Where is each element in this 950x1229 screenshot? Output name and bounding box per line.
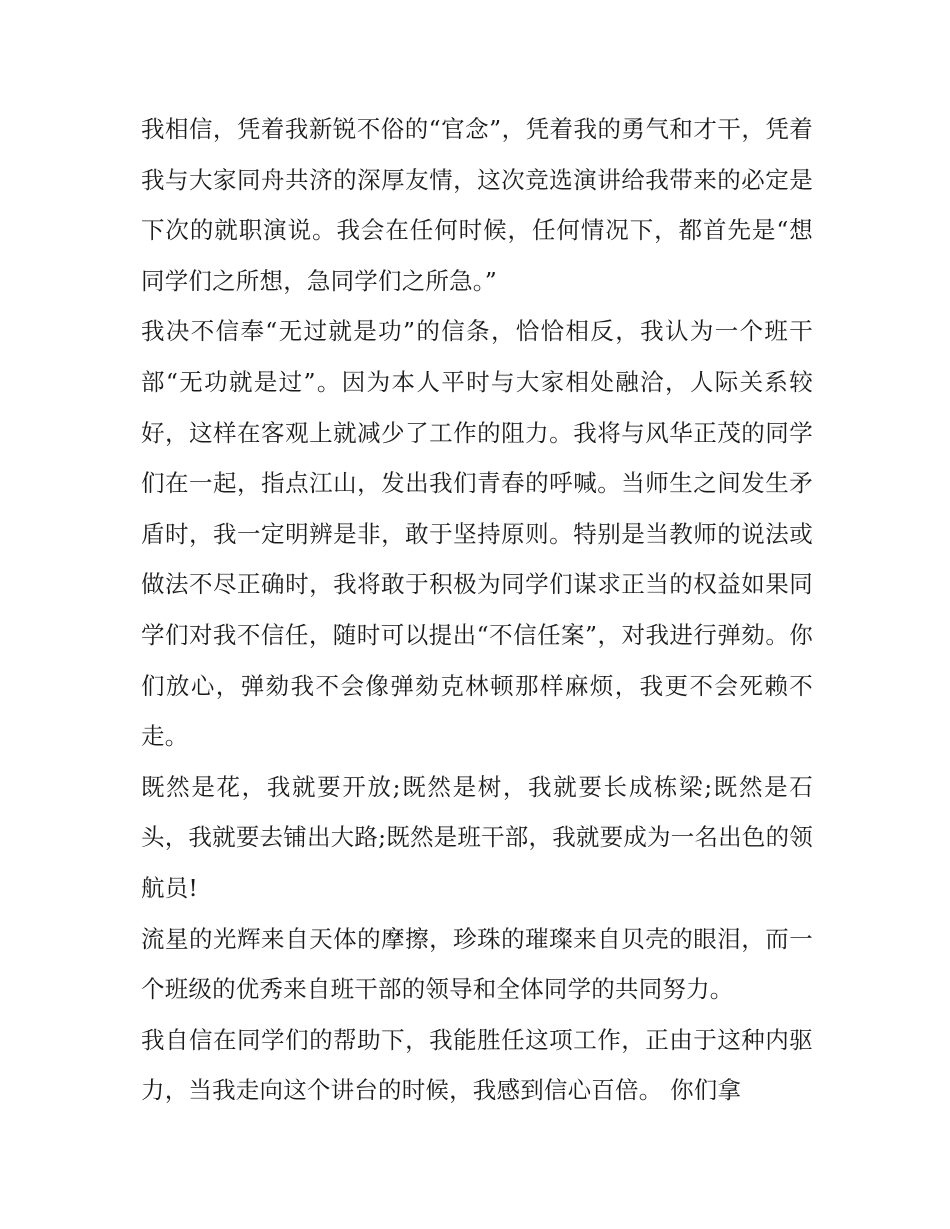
document-body (141, 104, 813, 1116)
paragraph-2: 我决不信奉“无过就是功”的信条，恰恰相反，我认为一个班干部“无功就是过”。因为本人平时与大家相处融洽，人际关系较好，这样在客观上就减少了工作的阻力。我将与风华正茂的同学们在一起，指点江山，发出我们青春的呼喊。当师生之间发生矛盾时，我一定明辨是非，敢于坚持原则。特别是当教师的说法或做法不尽正确时，我将敢于积极为同学们谋求正当的权益如果同学们对我不信任，随时可以提出“不信任案”，对我进行弹劾。你们放心，弹劾我不会像弹劾克林顿那样麻烦，我更不会死赖不走。 (141, 317, 813, 751)
paragraph-3: 既然是花，我就要开放;既然是树，我就要长成栋梁;既然是石头，我就要去铺出大路;既然是班干部，我就要成为一名出色的领航员! (141, 772, 813, 902)
paragraph-1: 我相信，凭着我新锐不俗的“官念”，凭着我的勇气和才干，凭着我与大家同舟共济的深厚友情，这次竞选演讲给我带来的必定是下次的就职演说。我会在任何时候，任何情况下，都首先是“想同学们之所想，急同学们之所急。” (141, 115, 813, 295)
paragraph-4: 流星的光辉来自天体的摩擦，珍珠的璀璨来自贝壳的眼泪，而一个班级的优秀来自班干部的领导和全体同学的共同努力。 (141, 924, 813, 1004)
paragraph-5: 我自信在同学们的帮助下，我能胜任这项工作，正由于这种内驱力，当我走向这个讲台的时候，我感到信心百倍。 你们拿 (141, 1025, 813, 1105)
